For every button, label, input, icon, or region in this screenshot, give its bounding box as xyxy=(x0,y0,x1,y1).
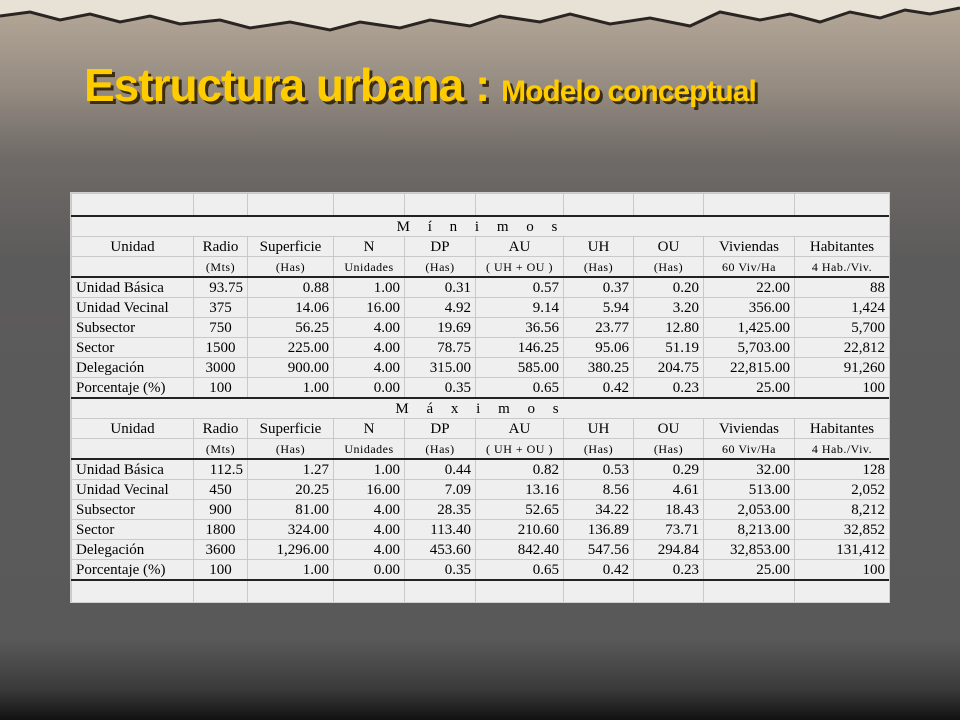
empty-cell xyxy=(72,580,194,603)
column-unit: 4 Hab./Viv. xyxy=(795,439,890,460)
table-cell: 0.57 xyxy=(476,277,564,298)
section-label: M í n i m o s xyxy=(72,216,890,237)
column-unit: ( UH + OU ) xyxy=(476,257,564,278)
table-cell: 842.40 xyxy=(476,540,564,560)
torn-paper-decoration xyxy=(0,0,960,36)
row-label: Porcentaje (%) xyxy=(72,560,194,581)
table-cell: 3600 xyxy=(194,540,248,560)
column-header: Habitantes xyxy=(795,237,890,257)
empty-cell xyxy=(72,194,194,217)
table-cell: 16.00 xyxy=(334,298,405,318)
column-unit: (Has) xyxy=(564,439,634,460)
table-row xyxy=(72,520,890,540)
column-header: Viviendas xyxy=(704,419,795,439)
table-cell: 34.22 xyxy=(564,500,634,520)
table-cell: 78.75 xyxy=(405,338,476,358)
table-cell: 0.20 xyxy=(634,277,704,298)
row-label: Subsector xyxy=(72,318,194,338)
column-header: UH xyxy=(564,237,634,257)
table-cell: 547.56 xyxy=(564,540,634,560)
table-cell: 0.65 xyxy=(476,560,564,581)
table-cell: 0.29 xyxy=(634,459,704,480)
table-cell: 5,703.00 xyxy=(704,338,795,358)
table-cell: 1,296.00 xyxy=(248,540,334,560)
urban-structure-table xyxy=(71,193,890,603)
table-cell: 4.00 xyxy=(334,540,405,560)
units-row xyxy=(72,439,890,460)
table-cell: 2,052 xyxy=(795,480,890,500)
table-row xyxy=(72,459,890,480)
table-cell: 315.00 xyxy=(405,358,476,378)
table-cell: 225.00 xyxy=(248,338,334,358)
table-cell: 22,815.00 xyxy=(704,358,795,378)
table-cell: 112.5 xyxy=(194,459,248,480)
slide-title xyxy=(84,58,756,112)
table-cell: 128 xyxy=(795,459,890,480)
empty-cell xyxy=(564,580,634,603)
table-cell: 113.40 xyxy=(405,520,476,540)
row-label: Sector xyxy=(72,520,194,540)
table-cell: 0.37 xyxy=(564,277,634,298)
empty-cell xyxy=(334,580,405,603)
column-unit: (Has) xyxy=(634,257,704,278)
column-unit: (Has) xyxy=(634,439,704,460)
table-row xyxy=(72,378,890,399)
section-label: M á x i m o s xyxy=(72,398,890,419)
table-row xyxy=(72,500,890,520)
table-cell: 0.00 xyxy=(334,378,405,399)
column-header: Superficie xyxy=(248,237,334,257)
table-cell: 356.00 xyxy=(704,298,795,318)
column-header: AU xyxy=(476,237,564,257)
title-main: Estructura urbana : xyxy=(84,59,502,111)
table-cell: 900.00 xyxy=(248,358,334,378)
table-cell: 32,853.00 xyxy=(704,540,795,560)
table-cell: 88 xyxy=(795,277,890,298)
table-cell: 5.94 xyxy=(564,298,634,318)
column-unit: 60 Viv/Ha xyxy=(704,439,795,460)
row-label: Unidad Básica xyxy=(72,277,194,298)
section-label-row xyxy=(72,216,890,237)
empty-cell xyxy=(476,580,564,603)
table-cell: 25.00 xyxy=(704,378,795,399)
column-header: UH xyxy=(564,419,634,439)
table-cell: 1500 xyxy=(194,338,248,358)
empty-cell xyxy=(634,580,704,603)
empty-cell xyxy=(248,580,334,603)
empty-cell xyxy=(795,580,890,603)
table-cell: 1800 xyxy=(194,520,248,540)
empty-cell xyxy=(634,194,704,217)
table-cell: 22,812 xyxy=(795,338,890,358)
table-cell: 8,212 xyxy=(795,500,890,520)
table-cell: 146.25 xyxy=(476,338,564,358)
table-cell: 4.00 xyxy=(334,358,405,378)
column-header: Superficie xyxy=(248,419,334,439)
table-cell: 1.00 xyxy=(334,459,405,480)
empty-cell xyxy=(248,194,334,217)
blank-row xyxy=(72,194,890,217)
column-unit: Unidades xyxy=(334,257,405,278)
title-sub: Modelo conceptual xyxy=(501,75,756,108)
table-cell: 7.09 xyxy=(405,480,476,500)
table-cell: 0.53 xyxy=(564,459,634,480)
column-header: DP xyxy=(405,237,476,257)
blank-row xyxy=(72,580,890,603)
table-cell: 8.56 xyxy=(564,480,634,500)
table-cell: 81.00 xyxy=(248,500,334,520)
table-row xyxy=(72,560,890,581)
table-cell: 25.00 xyxy=(704,560,795,581)
table-cell: 100 xyxy=(194,560,248,581)
row-label: Unidad Vecinal xyxy=(72,298,194,318)
table-cell: 4.00 xyxy=(334,318,405,338)
row-label: Subsector xyxy=(72,500,194,520)
column-unit: (Has) xyxy=(248,439,334,460)
table-cell: 0.65 xyxy=(476,378,564,399)
table-cell: 1,424 xyxy=(795,298,890,318)
column-header: Radio xyxy=(194,419,248,439)
table-cell: 52.65 xyxy=(476,500,564,520)
table-cell: 1.00 xyxy=(248,560,334,581)
table-cell: 513.00 xyxy=(704,480,795,500)
table-cell: 0.00 xyxy=(334,560,405,581)
section-label-row xyxy=(72,398,890,419)
table-cell: 0.82 xyxy=(476,459,564,480)
column-unit: (Mts) xyxy=(194,439,248,460)
row-label: Sector xyxy=(72,338,194,358)
table-cell: 1.00 xyxy=(248,378,334,399)
column-header: AU xyxy=(476,419,564,439)
table-cell: 73.71 xyxy=(634,520,704,540)
table-cell: 0.42 xyxy=(564,378,634,399)
table-cell: 1.27 xyxy=(248,459,334,480)
table-cell: 4.92 xyxy=(405,298,476,318)
table-row xyxy=(72,480,890,500)
table-cell: 100 xyxy=(795,560,890,581)
table-cell: 32,852 xyxy=(795,520,890,540)
empty-cell xyxy=(194,580,248,603)
table-cell: 450 xyxy=(194,480,248,500)
table-cell: 4.00 xyxy=(334,500,405,520)
table-cell: 380.25 xyxy=(564,358,634,378)
table-cell: 23.77 xyxy=(564,318,634,338)
table-cell: 13.16 xyxy=(476,480,564,500)
empty-cell xyxy=(704,194,795,217)
column-header: N xyxy=(334,237,405,257)
table-cell: 3.20 xyxy=(634,298,704,318)
column-header: Unidad xyxy=(72,419,194,439)
table-cell: 14.06 xyxy=(248,298,334,318)
table-cell: 93.75 xyxy=(194,277,248,298)
table-cell: 375 xyxy=(194,298,248,318)
column-header: N xyxy=(334,419,405,439)
table-row xyxy=(72,318,890,338)
table-cell: 28.35 xyxy=(405,500,476,520)
table-cell: 294.84 xyxy=(634,540,704,560)
table-cell: 0.42 xyxy=(564,560,634,581)
table-cell: 22.00 xyxy=(704,277,795,298)
table-cell: 4.00 xyxy=(334,520,405,540)
empty-cell xyxy=(334,194,405,217)
empty-cell xyxy=(405,194,476,217)
column-unit xyxy=(72,439,194,460)
table-cell: 210.60 xyxy=(476,520,564,540)
header-row xyxy=(72,419,890,439)
empty-cell xyxy=(564,194,634,217)
table-row xyxy=(72,298,890,318)
column-unit: (Has) xyxy=(405,257,476,278)
table-row xyxy=(72,277,890,298)
table-cell: 100 xyxy=(795,378,890,399)
spreadsheet-table xyxy=(70,192,890,603)
column-unit: (Has) xyxy=(405,439,476,460)
table-cell: 204.75 xyxy=(634,358,704,378)
column-header: Radio xyxy=(194,237,248,257)
table-cell: 4.61 xyxy=(634,480,704,500)
column-unit: (Has) xyxy=(248,257,334,278)
table-cell: 100 xyxy=(194,378,248,399)
table-cell: 0.88 xyxy=(248,277,334,298)
column-unit: 60 Viv/Ha xyxy=(704,257,795,278)
table-cell: 56.25 xyxy=(248,318,334,338)
table-cell: 585.00 xyxy=(476,358,564,378)
table-row xyxy=(72,338,890,358)
table-cell: 3000 xyxy=(194,358,248,378)
table-cell: 36.56 xyxy=(476,318,564,338)
column-header: Viviendas xyxy=(704,237,795,257)
table-cell: 18.43 xyxy=(634,500,704,520)
column-header: Habitantes xyxy=(795,419,890,439)
empty-cell xyxy=(795,194,890,217)
header-row xyxy=(72,237,890,257)
column-unit: 4 Hab./Viv. xyxy=(795,257,890,278)
row-label: Delegación xyxy=(72,358,194,378)
column-unit: (Has) xyxy=(564,257,634,278)
table-cell: 0.23 xyxy=(634,378,704,399)
table-row xyxy=(72,358,890,378)
column-unit: ( UH + OU ) xyxy=(476,439,564,460)
table-cell: 900 xyxy=(194,500,248,520)
row-label: Unidad Vecinal xyxy=(72,480,194,500)
table-cell: 16.00 xyxy=(334,480,405,500)
table-cell: 324.00 xyxy=(248,520,334,540)
table-cell: 32.00 xyxy=(704,459,795,480)
column-unit xyxy=(72,257,194,278)
table-cell: 95.06 xyxy=(564,338,634,358)
table-cell: 1.00 xyxy=(334,277,405,298)
units-row xyxy=(72,257,890,278)
table-cell: 19.69 xyxy=(405,318,476,338)
column-header: DP xyxy=(405,419,476,439)
table-cell: 1,425.00 xyxy=(704,318,795,338)
empty-cell xyxy=(476,194,564,217)
empty-cell xyxy=(704,580,795,603)
table-cell: 131,412 xyxy=(795,540,890,560)
row-label: Unidad Básica xyxy=(72,459,194,480)
empty-cell xyxy=(405,580,476,603)
table-cell: 8,213.00 xyxy=(704,520,795,540)
table-cell: 136.89 xyxy=(564,520,634,540)
table-cell: 0.35 xyxy=(405,378,476,399)
table-cell: 12.80 xyxy=(634,318,704,338)
table-body xyxy=(72,194,890,603)
table-cell: 0.35 xyxy=(405,560,476,581)
table-cell: 4.00 xyxy=(334,338,405,358)
column-header: Unidad xyxy=(72,237,194,257)
table-cell: 0.23 xyxy=(634,560,704,581)
column-unit: Unidades xyxy=(334,439,405,460)
empty-cell xyxy=(194,194,248,217)
table-cell: 91,260 xyxy=(795,358,890,378)
table-cell: 0.44 xyxy=(405,459,476,480)
table-cell: 5,700 xyxy=(795,318,890,338)
table-cell: 750 xyxy=(194,318,248,338)
table-cell: 20.25 xyxy=(248,480,334,500)
row-label: Porcentaje (%) xyxy=(72,378,194,399)
table-cell: 9.14 xyxy=(476,298,564,318)
table-cell: 51.19 xyxy=(634,338,704,358)
table-row xyxy=(72,540,890,560)
table-cell: 453.60 xyxy=(405,540,476,560)
row-label: Delegación xyxy=(72,540,194,560)
column-header: OU xyxy=(634,237,704,257)
column-header: OU xyxy=(634,419,704,439)
column-unit: (Mts) xyxy=(194,257,248,278)
table-cell: 2,053.00 xyxy=(704,500,795,520)
table-cell: 0.31 xyxy=(405,277,476,298)
